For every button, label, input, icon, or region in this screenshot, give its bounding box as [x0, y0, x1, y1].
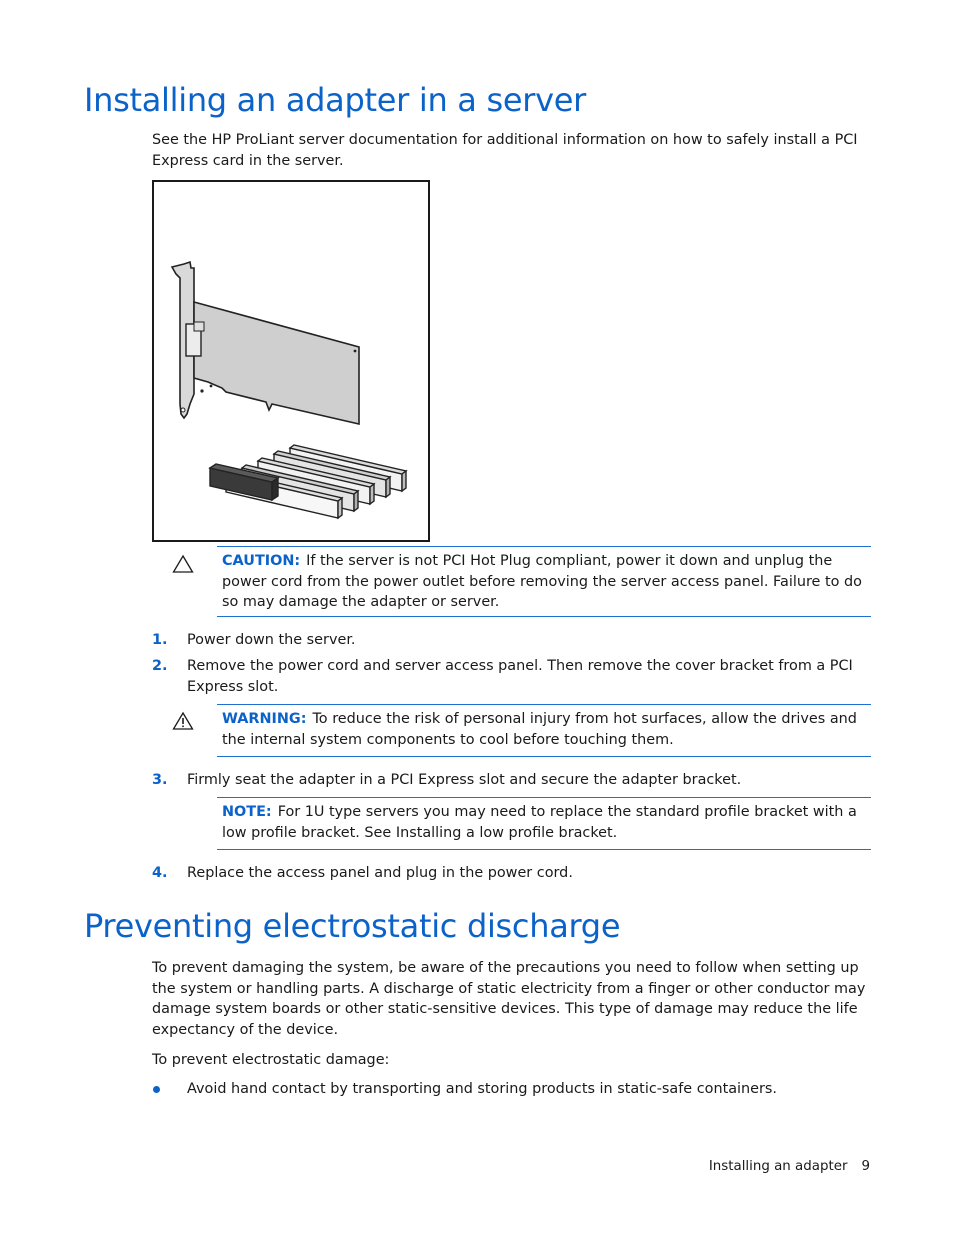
step-text: Power down the server. [187, 632, 356, 648]
step-text: Replace the access panel and plug in the power cord. [187, 865, 573, 881]
esd-paragraph: To prevent damaging the system, be aware of the precautions you need to follow when setting up the system or handling parts. A discharge of static electricity from a finger or other conductor may damage system boards or other static-sensitive devices. This type of damage may reduce the life expectancy of the device. [152, 960, 866, 1038]
page-number: 9 [861, 1159, 870, 1174]
list-item: Avoid hand contact by transporting and storing products in static-safe containers. [187, 1081, 777, 1097]
intro-paragraph: See the HP ProLiant server documentation for additional information on how to safely install a PCI Express card in the server. [152, 132, 858, 169]
caution-triangle-icon [172, 554, 194, 574]
warning-notice [217, 704, 871, 757]
note-text: For 1U type servers you may need to replace the standard profile bracket with a low profile bracket. See Installing a low profile bracket. [222, 804, 857, 841]
warning-triangle-icon [172, 711, 194, 731]
step-text: Firmly seat the adapter in a PCI Express slot and secure the adapter bracket. [187, 772, 742, 788]
warning-label: WARNING: [222, 711, 307, 727]
step-number: 1. [152, 632, 168, 648]
warning-text: To reduce the risk of personal injury from hot surfaces, allow the drives and the internal system components to cool before touching them. [222, 711, 857, 748]
section-heading: Preventing electrostatic discharge [84, 907, 621, 945]
page-title: Installing an adapter in a server [84, 81, 586, 119]
step-text: Remove the power cord and server access panel. Then remove the cover bracket from a PCI Express slot. [187, 658, 853, 695]
page-footer [709, 1159, 870, 1174]
bullet-icon [153, 1086, 160, 1093]
note-label: NOTE: [222, 804, 272, 820]
caution-notice [217, 546, 871, 617]
step-number: 2. [152, 658, 168, 674]
caution-label: CAUTION: [222, 553, 301, 569]
note-notice [217, 797, 871, 850]
caution-text: If the server is not PCI Hot Plug compliant, power it down and unplug the power cord from the power outlet before removing the server access panel. Failure to do so may damage the adapter or server. [222, 553, 862, 611]
step-number: 4. [152, 865, 168, 881]
footer-section: Installing an adapter [708, 1159, 848, 1174]
esd-intro: To prevent electrostatic damage: [152, 1052, 390, 1068]
step-number: 3. [152, 772, 168, 788]
pci-express-card-figure [152, 180, 430, 542]
pci-express-card-illustration [154, 182, 428, 540]
